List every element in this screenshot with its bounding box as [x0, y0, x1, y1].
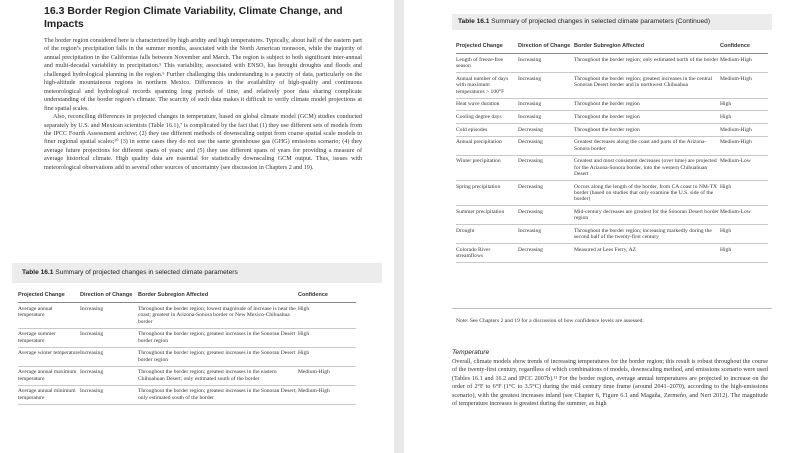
table-cell: Annual precipitation	[456, 136, 518, 155]
table-cell: Increasing	[518, 111, 574, 124]
table-cell: Decreasing	[518, 181, 574, 206]
table-cell: High	[720, 98, 768, 111]
table-row	[18, 328, 356, 347]
table-caption-text: Summary of projected changes in selected climate parameters (Continued)	[491, 18, 711, 25]
table-cell: Increasing	[518, 98, 574, 111]
table-cell: Medium-Low	[720, 155, 768, 180]
table-cell: Medium-High	[720, 136, 768, 155]
col-header: Confidence	[720, 43, 768, 54]
table-cell: High	[298, 347, 356, 366]
table-cell: Spring precipitation	[456, 181, 518, 206]
paragraph: Also, reconciling differences in projected changes in temperature, based on global climate model (GCM) studies conducted separately by U.S. and Mexican scientists (Table 16.1),⁷ is complicated by the fact that (1) they use different sets of models from the IPCC Fourth Assessment archive; (2) they use different methods of downscaling output from coarse spatial scale models to finer regional spatial scales;¹⁰ (3) in some cases they do not use the same greenhouse gas (GHG) emissions scenario; (4) they average future projections for different spans of years; and (5) they use different spans of years for providing a measure of average historical climate. High quality data are essential for statistically downscaling GCM output. Thus, issues with meteorological observations add to several other sources of uncertainty (see discussion in Chapters 2 and 19).	[44, 114, 362, 171]
right-body-text	[452, 358, 768, 409]
table-cell: Average annual temperature	[18, 303, 80, 328]
table-caption	[12, 263, 382, 283]
table-caption-text: Summary of projected changes in selected climate parameters	[55, 269, 238, 276]
table-row	[456, 181, 768, 206]
table-cell: Medium-High	[298, 385, 356, 404]
col-header: Projected Change	[456, 43, 518, 54]
table-row	[18, 347, 356, 366]
table-cell: Medium-High	[720, 124, 768, 137]
table-cell: Decreasing	[518, 155, 574, 180]
table-rule	[452, 308, 772, 309]
table-row	[18, 366, 356, 385]
table-cell: Average winter temperature	[18, 347, 80, 366]
table-cell: Decreasing	[518, 244, 574, 263]
table-cell: Decreasing	[518, 136, 574, 155]
table-cell: Throughout the border region; lowest magnitude of increase is near the coast; greatest in Arizona-Sonora border or New Mexico-Chihuahua border	[138, 303, 298, 328]
col-header: Direction of Change	[80, 292, 138, 303]
table-cell: Throughout the border region	[574, 111, 720, 124]
table-cell: Measured at Lees Ferry, AZ	[574, 244, 720, 263]
table-cell: Summer precipitation	[456, 206, 518, 225]
table-cell: Medium-Low	[720, 206, 768, 225]
table-cell: Throughout the border region; greatest increases in the Sonoran Desert border region	[138, 328, 298, 347]
table-caption-label: Table 16.1	[22, 269, 54, 276]
table-cell: Increasing	[80, 347, 138, 366]
table-cell: Throughout the border region; greatest increases in the eastern Chihuahuan Desert; only estimated south of the border	[138, 366, 298, 385]
table-cell: Heat wave duration	[456, 98, 518, 111]
table-cell: Increasing	[80, 303, 138, 328]
table-cell: Increasing	[518, 225, 574, 244]
table-cell: Increasing	[518, 54, 574, 73]
table-row	[456, 124, 768, 137]
table-cell: Length of freeze-free season	[456, 54, 518, 73]
table-row	[456, 206, 768, 225]
table-cell: Increasing	[80, 385, 138, 404]
left-page	[0, 0, 394, 453]
table-cell: Greatest and most consistent decreases (over time) are projected for the Arizona-Sonora border, into the western Chihuahuan Desert	[574, 155, 720, 180]
table-cell: High	[298, 303, 356, 328]
table-cell: Average annual minimum temperature	[18, 385, 80, 404]
table-cell: Cooling degree days	[456, 111, 518, 124]
table-cell: High	[720, 181, 768, 206]
paragraph: Overall, climate models show trends of increasing temperatures for the border region; this result is robust throughout the course of the twenty-first century, regardless of which combinations of models, downscaling method, and emissions scenario were used (Tables 16.1 and 16.2 and IPCC 2007b).¹¹ For the border region, average annual temperatures are projected to increase on the order of 2°F to 6°F (1°C to 3.5°C) during the mid century time frame (around 2041–2070), according to the high-emissions scenario), with the greatest increases inland (see Chapter 6, Figure 6.1 and Magaña, Zermeño, and Neri 2012). The magnitude of temperature increases is greatest during the summer, as high	[452, 359, 768, 408]
table-header-row	[18, 292, 356, 303]
table-row	[456, 111, 768, 124]
section-title: 16.3 Border Region Climate Variability, Climate Change, and Impacts	[44, 5, 343, 30]
climate-table-part2	[456, 43, 768, 263]
table-cell: Throughout the border region; greatest increases in the Sonoran Desert border region	[138, 347, 298, 366]
table-caption-continued	[452, 14, 772, 30]
table-cell: Throughout the border region	[574, 98, 720, 111]
table-cell: Average summer temperature	[18, 328, 80, 347]
paragraph: The border region considered here is characterized by high aridity and high temperatures. Typically, about half of the eastern part of the region’s precipitation falls in the summer months, associated with the North American monsoon, while the majority of annual precipitation in the Californias falls between November and March. The region is subject to both significant inter-annual and multi-decadal variability in precipitation.⁵ This variability, associated with ENSO, has brought droughts and floods and challenged hydrological planning in the region.⁶ Further challenging this understanding is a paucity of data, particularly on the high-altitude mountainous regions in northern Mexico. Differences in the availability of high-quality and continuous meteorological and hydrological records spanning long periods of time, and relatively poor data sharing complicate understanding of the border region’s climate. The scarcity of such data makes it difficult to verify climate model projections at fine spatial scales.	[44, 38, 362, 112]
table-row	[18, 303, 356, 328]
table-cell: Throughout the border region; increasing markedly during the second half of the twenty-first century	[574, 225, 720, 244]
climate-table-part1	[18, 292, 356, 405]
table-row	[456, 73, 768, 98]
table-row	[18, 385, 356, 404]
table-row	[456, 155, 768, 180]
table-cell: Throughout the border region; greatest increases in the central Sonoran Desert border and in northwest Chihuahua	[574, 73, 720, 98]
table-cell: Throughout the border region; greatest increases in the Sonoran Desert; only estimated south of the border	[138, 385, 298, 404]
table-cell: Medium-High	[720, 73, 768, 98]
table-cell: Winter precipitation	[456, 155, 518, 180]
temperature-heading: Temperature	[452, 349, 490, 356]
table-row	[456, 225, 768, 244]
table-header-row	[456, 43, 768, 54]
table-caption-label: Table 16.1	[458, 18, 490, 25]
table-cell: Cold episodes	[456, 124, 518, 137]
col-header: Confidence	[298, 292, 356, 303]
table-cell: Decreasing	[518, 124, 574, 137]
table-cell: High	[720, 111, 768, 124]
table-cell: Mid-century decreases are greatest for the Sonoran Desert border region	[574, 206, 720, 225]
table-cell: Decreasing	[518, 206, 574, 225]
col-header: Border Subregion Affected	[138, 292, 298, 303]
table-note: Note: See Chapters 2 and 19 for a discussion of how confidence levels are assessed.	[456, 318, 644, 324]
table-cell: Greatest decreases along the coast and parts of the Arizona-Sonora border	[574, 136, 720, 155]
table-cell: Throughout the border region	[574, 124, 720, 137]
table-cell: Average annual maximum temperature	[18, 366, 80, 385]
table-cell: Colorado River streamflows	[456, 244, 518, 263]
table-cell: Increasing	[80, 366, 138, 385]
col-header: Border Subregion Affected	[574, 43, 720, 54]
table-cell: Medium-High	[720, 54, 768, 73]
left-body-text	[44, 37, 362, 172]
col-header: Direction of Change	[518, 43, 574, 54]
table-cell: Throughout the border region; only estimated north of the border	[574, 54, 720, 73]
table-cell: High	[720, 225, 768, 244]
table-cell: Drought	[456, 225, 518, 244]
table-cell: High	[298, 328, 356, 347]
col-header: Projected Change	[18, 292, 80, 303]
table-row	[456, 136, 768, 155]
table-cell: Occurs along the length of the border, from CA coast to NM-TX border (based on studies that only examine the U.S. side of the border)	[574, 181, 720, 206]
table-row	[456, 244, 768, 263]
table-cell: Increasing	[518, 73, 574, 98]
table-row	[456, 54, 768, 73]
book-gutter	[394, 0, 404, 453]
table-cell: Increasing	[80, 328, 138, 347]
table-row	[456, 98, 768, 111]
table-cell: Annual number of days with maximum temperatures > 100°F	[456, 73, 518, 98]
table-cell: High	[720, 244, 768, 263]
table-cell: Medium-High	[298, 366, 356, 385]
